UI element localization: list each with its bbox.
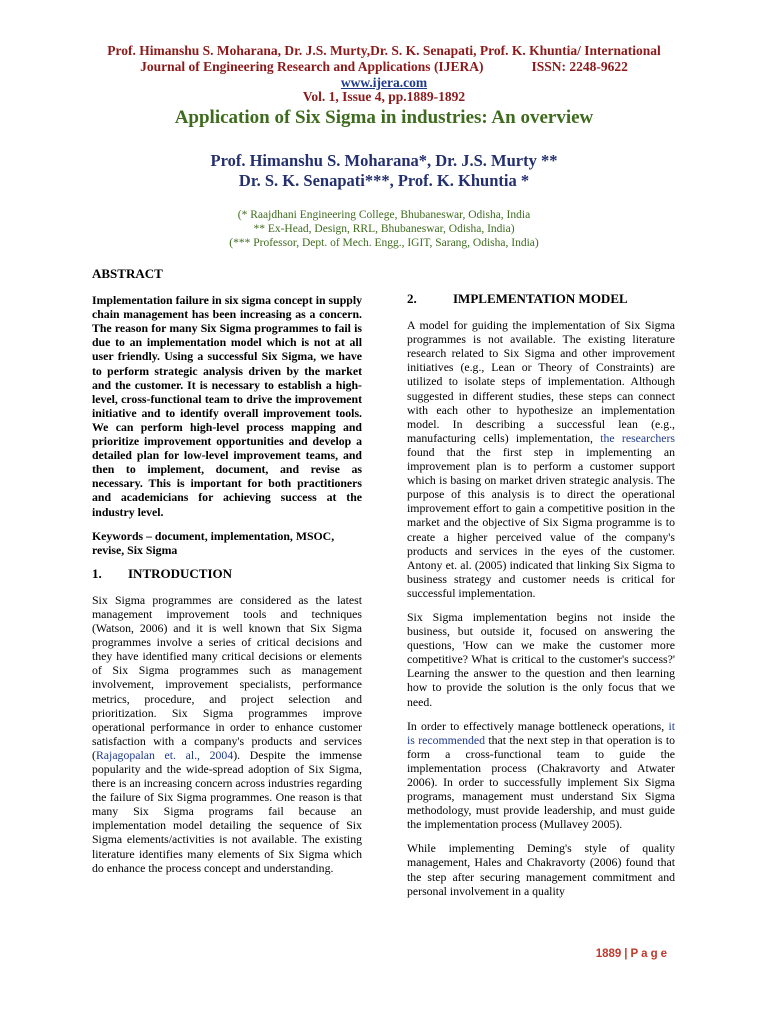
right-column: [407, 292, 675, 908]
text-span: In order to effectively manage bottleneck operations,: [407, 718, 669, 733]
text-span: found that the first step in implementing an improvement plan is to perform a customer support which is basing on market driven strategic analysis. The purpose of this analysis is to direct the operational improvement effort to gain a competitive position in the market and the objective of Six Sigma programme is to create a higher perceived value of the company's products and services in the eyes of the customer. Antony et. al. (2005) indicated that linking Six Sigma to business strategy and customer needs is critical for successful implementation.: [407, 444, 675, 600]
text-span: A model for guiding the implementation of Six Sigma programmes is not available. The existing literature research related to Six Sigma and other improvement initiatives (e.g., Lean or Theory of Constraints) are utilized to isolate steps of implementation. Although suggested in different studies, these steps can connect with each other to hypothesize an implementation model. In describing a successful lean (e.g., manufacturing cells) implementation,: [407, 318, 675, 445]
footer-separator: |: [624, 948, 628, 960]
authors-line2: Dr. S. K. Senapati***, Prof. K. Khuntia *: [238, 171, 530, 190]
implementation-heading: [407, 292, 675, 306]
implementation-paragraph-1: [407, 318, 675, 600]
page-footer: [596, 948, 670, 960]
page-number: 1889: [595, 948, 622, 960]
section-title: IMPLEMENTATION MODEL: [453, 291, 628, 306]
journal-header-line1: Prof. Himanshu S. Moharana, Dr. J.S. Murty,Dr. S. K. Senapati, Prof. K. Khuntia/ International: [107, 43, 661, 58]
affiliation-1: (* Raajdhani Engineering College, Bhubaneswar, Odisha, India: [237, 209, 531, 221]
introduction-paragraph: [92, 593, 362, 875]
text-span: Six Sigma programmes are considered as the latest management improvement tools and techniques (Watson, 2006) and it is well known that Six Sigma programmes involve a series of critical decisions and they have identified many critical decisions or elements of Six Sigma programmes such as management involvement, improvement specialists, performance metrics, procedure, and project selection and prioritization. Six Sigma programmes improve operational performance in order to enhance customer satisfaction with a company's products and services (: [92, 592, 362, 762]
abstract-heading: ABSTRACT: [92, 266, 163, 281]
highlighted-phrase: the researchers: [600, 430, 675, 445]
page-label: Page: [630, 948, 670, 960]
highlighted-phrase: it is recommended: [407, 718, 675, 747]
journal-url-link[interactable]: www.ijera.com: [340, 75, 428, 90]
paper-title: Application of Six Sigma in industries: An overview: [174, 107, 594, 128]
implementation-paragraph-2: Six Sigma implementation begins not inside the business, but outside it, focused on answering the questions, 'How can we make the customer more competitive? What is critical to the customer's success?' Learning the answer to the question and then learning how to provide the solution is the only focus that we need.: [407, 609, 675, 709]
abstract-text: Implementation failure in six sigma concept in supply chain management has been increasing as a concern. The reason for many Six Sigma programmes to fail is due to an implementation model which is not at all user friendly. Using a successful Six Sigma, we have to perform strategic analysis driven by the market and the customer. It is necessary to establish a high-level, cross-functional team to drive the improvement initiative and to identify overall improvement tools. We can perform high-level process mapping and prioritize improvement opportunities and develop a detailed plan for low-level improvement teams, and then to implement, document, and revise as necessary. This is important for both practitioners and academicians for achieving success at the industry level.: [92, 293, 362, 519]
issn: ISSN: 2248-9622: [531, 59, 628, 74]
implementation-paragraph-4: While implementing Deming's style of quality management, Hales and Chakravorty (2006) found that the step after securing management commitment and personal involvement in a quality: [407, 841, 675, 898]
text-span: ). Despite the immense popularity and the wide-spread adoption of Six Sigma, there is an increasing concern across industries regarding the failure of Six Sigma programmes. One reason is that many Six Sigma programs fail because an implementation model detailing the sequence of Six Sigma elements/activities is not available. The existing literature identifies many elements of Six Sigma which do enhance the process concept and understanding.: [92, 747, 363, 875]
introduction-heading: [92, 567, 362, 581]
section-number: 2.: [407, 291, 417, 306]
journal-name: Journal of Engineering Research and Applications (IJERA): [140, 59, 484, 74]
keywords: Keywords – document, implementation, MSOC, revise, Six Sigma: [92, 528, 335, 557]
left-column: [92, 267, 362, 885]
affiliation-3: (*** Professor, Dept. of Mech. Engg., IGIT, Sarang, Odisha, India): [229, 237, 539, 249]
implementation-paragraph-3: [407, 719, 675, 832]
volume-info: Vol. 1, Issue 4, pp.1889-1892: [302, 89, 466, 104]
section-number: 1.: [92, 565, 102, 581]
citation-link[interactable]: Rajagopalan et. al., 2004: [95, 747, 234, 762]
section-title: INTRODUCTION: [128, 565, 233, 581]
journal-header-line2: [0, 59, 768, 75]
text-span: that the next step in that operation is to form a cross-functional team to guide the implementation process (Chakravorty and Atwater 2006). In order to successfully implement Six Sigma programs, management must understand Six Sigma methodology, must provide leadership, and must guide the implementation process (Mullavey 2005).: [407, 732, 675, 832]
authors-line1: Prof. Himanshu S. Moharana*, Dr. J.S. Murty **: [210, 151, 558, 170]
affiliation-2: ** Ex-Head, Design, RRL, Bhubaneswar, Odisha, India): [253, 223, 515, 235]
